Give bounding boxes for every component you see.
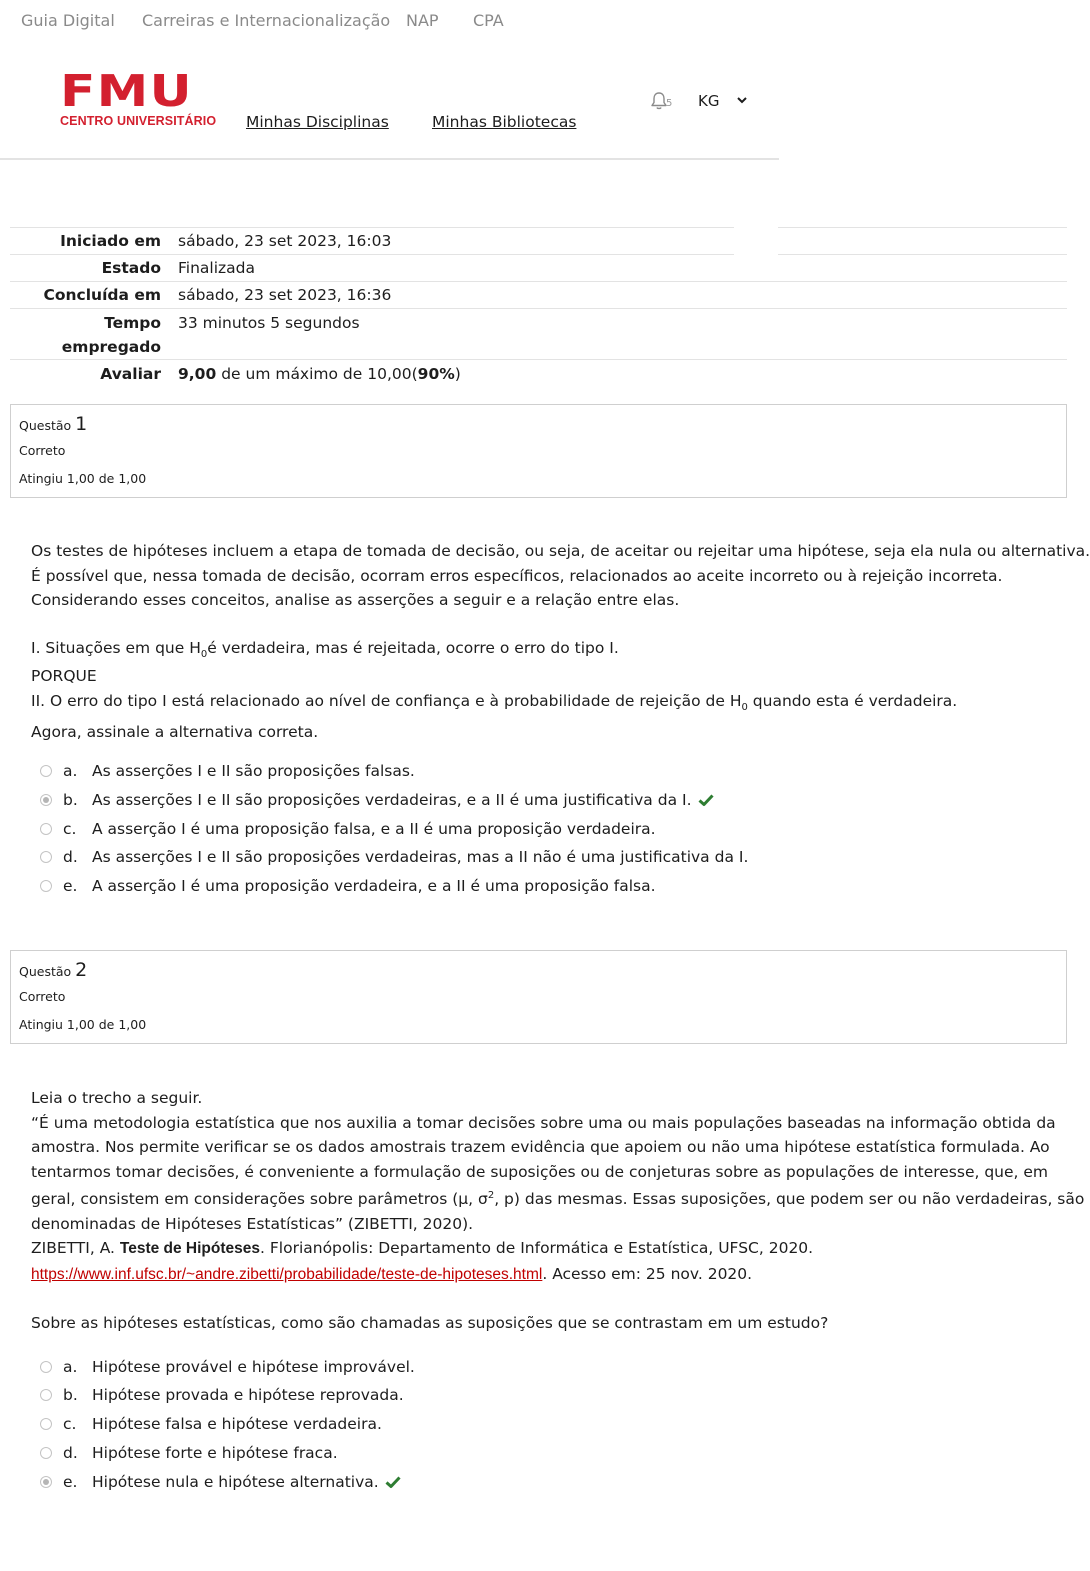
question-number: 1	[75, 413, 88, 435]
question-state: Correto	[19, 443, 66, 458]
subscript: 0	[741, 701, 748, 713]
option-letter: c.	[63, 1415, 77, 1433]
text-line: Leia o trecho a seguir.	[31, 1089, 203, 1107]
option-text: A asserção I é uma proposição verdadeira, e a II é uma proposição falsa.	[92, 877, 656, 895]
summary-row-completed	[10, 281, 1067, 309]
question-grade: Atingiu 1,00 de 1,00	[19, 1017, 147, 1032]
summary-value: Finalizada	[178, 259, 256, 277]
radio-button[interactable]	[40, 1418, 52, 1430]
radio-button[interactable]	[40, 765, 52, 777]
summary-label: Avaliar	[100, 365, 161, 383]
option-text-wrap	[92, 789, 714, 811]
text-line: Os testes de hipóteses incluem a etapa de tomada de decisão, ou seja, de aceitar ou rejeitar uma hipótese, seja ela nula ou alternativa.	[31, 542, 1090, 560]
option-text: As asserções I e II são proposições falsas.	[92, 762, 415, 780]
radio-button[interactable]	[40, 823, 52, 835]
ref-author: ZIBETTI, A.	[31, 1239, 120, 1258]
radio-button[interactable]	[40, 1389, 52, 1401]
question-grade: Atingiu 1,00 de 1,00	[19, 471, 147, 486]
option-letter: a.	[63, 1358, 78, 1376]
question-1-info	[10, 404, 1067, 498]
ref-access: . Acesso em: 25 nov. 2020.	[542, 1264, 753, 1283]
superscript: 2	[487, 1190, 495, 1201]
text-line: É possível que, nessa tomada de decisão, ocorram erros específicos, relacionados ao aceite incorreto ou à rejeição incorreta.	[31, 566, 1003, 585]
question-2-info	[10, 950, 1067, 1044]
reference	[31, 1236, 1084, 1262]
radio-button[interactable]	[40, 1447, 52, 1459]
text-line: “É uma metodologia estatística que nos auxilia a tomar decisões sobre uma ou mais populações baseadas na informação obtida da	[31, 1113, 1056, 1132]
summary-label: empregado	[61, 338, 161, 356]
assertion-2	[31, 689, 1090, 721]
nav-minhas-bibliotecas[interactable]: Minhas Bibliotecas	[432, 113, 577, 131]
summary-row-grade	[10, 359, 1067, 390]
summary-value	[178, 365, 461, 383]
radio-button-selected[interactable]	[40, 794, 52, 806]
assertion-text: é verdadeira, mas é rejeitada, ocorre o erro do tipo I.	[207, 638, 619, 657]
spacer	[734, 226, 778, 229]
summary-row-time	[10, 308, 1067, 360]
question-text: Sobre as hipóteses estatísticas, como são chamadas as suposições que se contrastam em um estudo?	[31, 1314, 829, 1333]
option-text: A asserção I é uma proposição falsa, e a II é uma proposição verdadeira.	[92, 820, 656, 838]
text-line: amostra. Nos permite verificar se os dados amostrais trazem evidência que apoiem ou não uma hipótese estatística formulada. Ao	[31, 1138, 1050, 1156]
radio-button[interactable]	[40, 1361, 52, 1373]
question-1-text	[31, 539, 1090, 745]
summary-value: 33 minutos 5 segundos	[178, 314, 360, 332]
assertion-text: II. O erro do tipo I está relacionado ao nível de confiança e à probabilidade de rejeição de H	[31, 691, 742, 710]
text-part: geral, consistem em considerações sobre parâmetros (μ, σ	[31, 1190, 488, 1209]
user-menu-initials[interactable]: KG	[698, 92, 720, 110]
summary-label: Tempo	[104, 314, 161, 332]
option-text: Hipótese provada e hipótese reprovada.	[92, 1386, 404, 1404]
question-title	[19, 413, 87, 435]
fmu-logo-subtitle: CENTRO UNIVERSITÁRIO	[60, 114, 217, 128]
notification-count: 5	[666, 98, 673, 109]
summary-row-started	[10, 227, 1067, 255]
assertion-text: I. Situações em que H	[31, 638, 201, 657]
question-2-clipped-region	[0, 1135, 1085, 1335]
option-text: Hipótese nula e hipótese alternativa.	[92, 1473, 379, 1491]
header-divider	[0, 158, 779, 160]
top-link-carreiras[interactable]: Carreiras e Internacionalização	[142, 11, 391, 30]
fmu-logo[interactable]: FMU	[60, 66, 193, 117]
text-line: denominadas de Hipóteses Estatísticas” (ZIBETTI, 2020).	[31, 1214, 474, 1233]
top-link-cpa[interactable]: CPA	[473, 11, 504, 30]
assertion-text: quando esta é verdadeira.	[747, 691, 958, 710]
radio-button-selected[interactable]	[40, 1476, 52, 1488]
question-label: Questão	[19, 418, 72, 433]
option-letter: b.	[63, 791, 78, 809]
porque-text: PORQUE	[31, 667, 97, 686]
text-line: Considerando esses conceitos, analise as asserções a seguir e a relação entre elas.	[31, 591, 680, 609]
top-link-nap[interactable]: NAP	[406, 11, 439, 30]
subscript: 0	[200, 648, 208, 660]
option-text-wrap	[92, 1471, 401, 1493]
option-text: Hipótese falsa e hipótese verdadeira.	[92, 1415, 382, 1433]
spacer	[734, 253, 778, 256]
assertion-1	[31, 636, 1090, 668]
ref-publisher: . Florianópolis: Departamento de Informática e Estatística, UFSC, 2020.	[260, 1239, 814, 1258]
summary-label: Estado	[101, 259, 161, 277]
option-letter: e.	[63, 1473, 78, 1491]
option-text: As asserções I e II são proposições verdadeiras, e a II é uma justificativa da I.	[92, 791, 692, 809]
summary-value: sábado, 23 set 2023, 16:03	[178, 232, 392, 250]
question-title	[19, 959, 87, 981]
nav-minhas-disciplinas[interactable]: Minhas Disciplinas	[246, 113, 389, 131]
question-2-intro	[31, 1086, 1056, 1135]
option-letter: a.	[63, 762, 78, 780]
grade-score: 9,00	[178, 365, 217, 383]
option-letter: d.	[63, 1444, 78, 1462]
chevron-down-icon[interactable]	[736, 95, 748, 105]
option-text: Hipótese provável e hipótese improvável.	[92, 1358, 415, 1376]
option-text: Hipótese forte e hipótese fraca.	[92, 1444, 338, 1462]
radio-button[interactable]	[40, 851, 52, 863]
question-number: 2	[75, 959, 88, 981]
grade-text: de um máximo de 10,00(	[221, 365, 418, 383]
option-letter: c.	[63, 820, 77, 838]
grade-close: )	[454, 365, 461, 383]
grade-percent: 90%	[417, 365, 455, 383]
summary-label: Concluída em	[43, 286, 161, 304]
option-letter: b.	[63, 1386, 78, 1404]
option-text: As asserções I e II são proposições verdadeiras, mas a II não é uma justificativa da I.	[92, 848, 749, 866]
check-icon	[698, 794, 714, 806]
summary-row-state	[10, 254, 1067, 282]
question-2-text	[31, 1135, 1084, 1336]
text-line	[31, 1184, 1084, 1212]
reference-link[interactable]: https://www.inf.ufsc.br/~andre.zibetti/probabilidade/teste-de-hipoteses.html	[31, 1265, 543, 1283]
summary-value: sábado, 23 set 2023, 16:36	[178, 286, 392, 304]
check-icon	[385, 1476, 401, 1488]
radio-button[interactable]	[40, 880, 52, 892]
spacer	[31, 1287, 1084, 1311]
top-link-guia-digital[interactable]: Guia Digital	[21, 11, 115, 30]
summary-label: Iniciado em	[60, 232, 161, 250]
prompt-text: Agora, assinale a alternativa correta.	[31, 723, 319, 742]
question-state: Correto	[19, 989, 66, 1004]
option-letter: d.	[63, 848, 78, 866]
spacer	[31, 613, 1090, 636]
reference-link-line	[31, 1262, 1084, 1288]
question-label: Questão	[19, 964, 72, 979]
ref-title: Teste de Hipóteses	[119, 1240, 261, 1258]
text-line: tentarmos tomar decisões, é conveniente a formulação de suposições ou de conjeturas sobre as populações de interesse, que, em	[31, 1162, 1049, 1181]
option-letter: e.	[63, 877, 78, 895]
text-part: , p) das mesmas. Essas suposições, que podem ser ou não verdadeiras, são	[494, 1190, 1085, 1209]
